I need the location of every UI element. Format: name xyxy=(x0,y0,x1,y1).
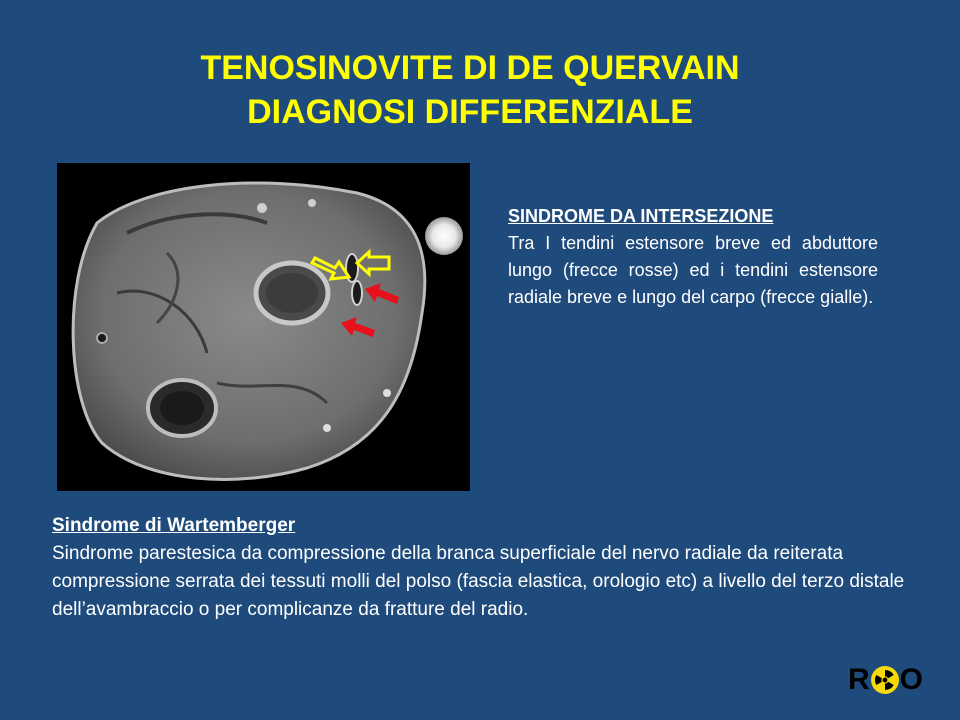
intersection-syndrome-box xyxy=(508,203,878,311)
mri-scan-illustration xyxy=(57,163,470,491)
radiation-icon xyxy=(871,666,899,694)
intersection-text: Tra I tendini estensore breve ed abduttore lungo (frecce rosse) ed i tendini estensore radiale breve e lungo del carpo (frecce gialle). xyxy=(508,233,878,307)
title-line-2: DIAGNOSI DIFFERENZIALE xyxy=(247,93,693,131)
title-line-1: TENOSINOVITE DI DE QUERVAIN xyxy=(200,49,740,87)
mri-axial-image xyxy=(57,163,470,491)
logo-letter-o: O xyxy=(899,663,924,696)
slide-title xyxy=(0,46,940,134)
wartenberg-heading: Sindrome di Wartemberger xyxy=(52,515,296,536)
wartenberg-text: Sindrome parestesica da compressione della branca superficiale del nervo radiale da reiterata compressione serrata dei tessuti molli del polso (fascia elastica, orologio etc) a livello del terzo distale dell’avambraccio o per complicanze da fratture del radio. xyxy=(52,543,905,620)
intersection-heading: SINDROME DA INTERSEZIONE xyxy=(508,206,774,226)
reference-marker xyxy=(425,217,463,255)
logo-letter-r: R xyxy=(848,663,870,696)
wartenberg-syndrome-box xyxy=(52,512,912,624)
rao-logo xyxy=(848,664,930,696)
